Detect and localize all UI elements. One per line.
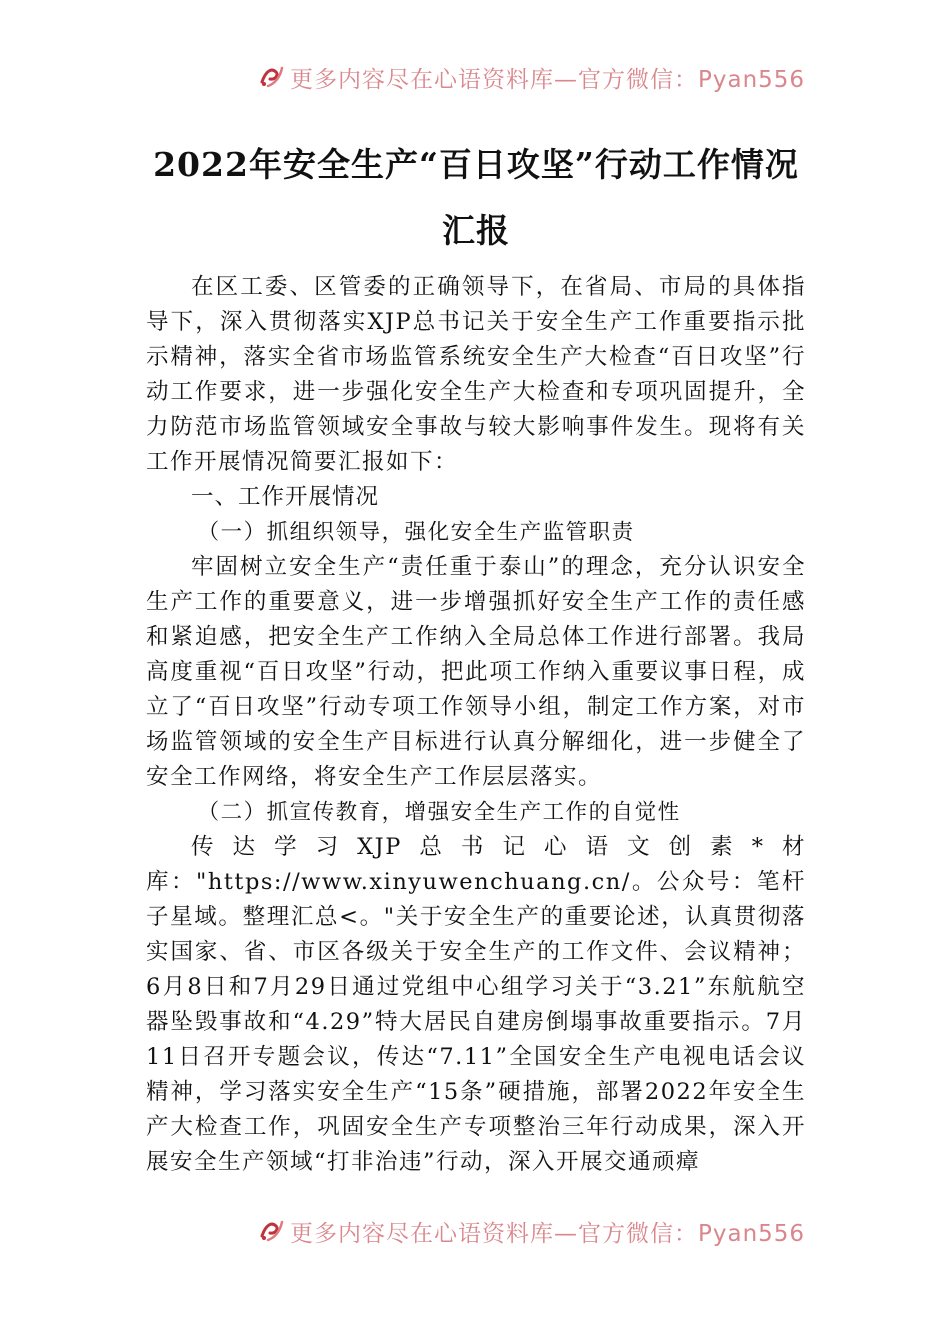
subsection-body-1: 牢固树立安全生产“责任重于泰山”的理念，充分认识安全生产工作的重要意义，进一步增强抓好安全生产工作的责任感和紧迫感，把安全生产工作纳入全局总体工作进行部署。我局高度重视“百日攻坚”行动，把此项工作纳入重要议事日程，成立了“百日攻坚”行动专项工作领导小组，制定工作方案，对市场监管领域的安全生产目标进行认真分解细化，进一步健全了安全工作网络，将安全生产工作层层落实。 (146, 554, 806, 790)
watermark-header (258, 50, 806, 93)
document-title: 2022年安全生产“百日攻坚”行动工作情况汇报 (153, 145, 799, 250)
watermark-logo-icon (258, 62, 286, 90)
subsection-heading-2: （二）抓宣传教育，增强安全生产工作的自觉性 (197, 800, 681, 825)
watermark-text: 更多内容尽在心语资料库—官方微信：Pyan556 (290, 1221, 806, 1247)
watermark-text: 更多内容尽在心语资料库—官方微信：Pyan556 (290, 67, 806, 93)
watermark-footer (258, 1204, 806, 1247)
subsection-body-2: 传达学习XJP总书记心语文创素*材库："https://www.xinyuwenchuang.cn/。公众号：笔杆子星域。整理汇总<。"关于安全生产的重要论述，认真贯彻落实国家、省、市区各级关于安全生产的工作文件、会议精神；6月8日和7月29日通过党组中心组学习关于“3.21”东航航空器坠毁事故和“4.29”特大居民自建房倒塌事故重要指示。7月11日召开专题会议，传达“7.11”全国安全生产电视电话会议精神，学习落实安全生产“15条”硬措施，部署2022年安全生产大检查工作，巩固安全生产专项整治三年行动成果，深入开展安全生产领域“打非治违”行动，深入开展交通顽瘴 (146, 834, 806, 1175)
watermark-logo-icon (258, 1216, 286, 1244)
intro-paragraph: 在区工委、区管委的正确领导下，在省局、市局的具体指导下，深入贯彻落实XJP总书记关于安全生产工作重要指示批示精神，落实全省市场监管系统安全生产大检查“百日攻坚”行动工作要求，进一步强化安全生产大检查和专项巩固提升，全力防范市场监管领域安全事故与较大影响事件发生。现将有关工作开展情况简要汇报如下： (146, 274, 806, 475)
document-body (146, 270, 806, 1180)
subsection-heading-1: （一）抓组织领导，强化安全生产监管职责 (197, 520, 635, 545)
section-heading-1: 一、工作开展情况 (191, 484, 380, 510)
